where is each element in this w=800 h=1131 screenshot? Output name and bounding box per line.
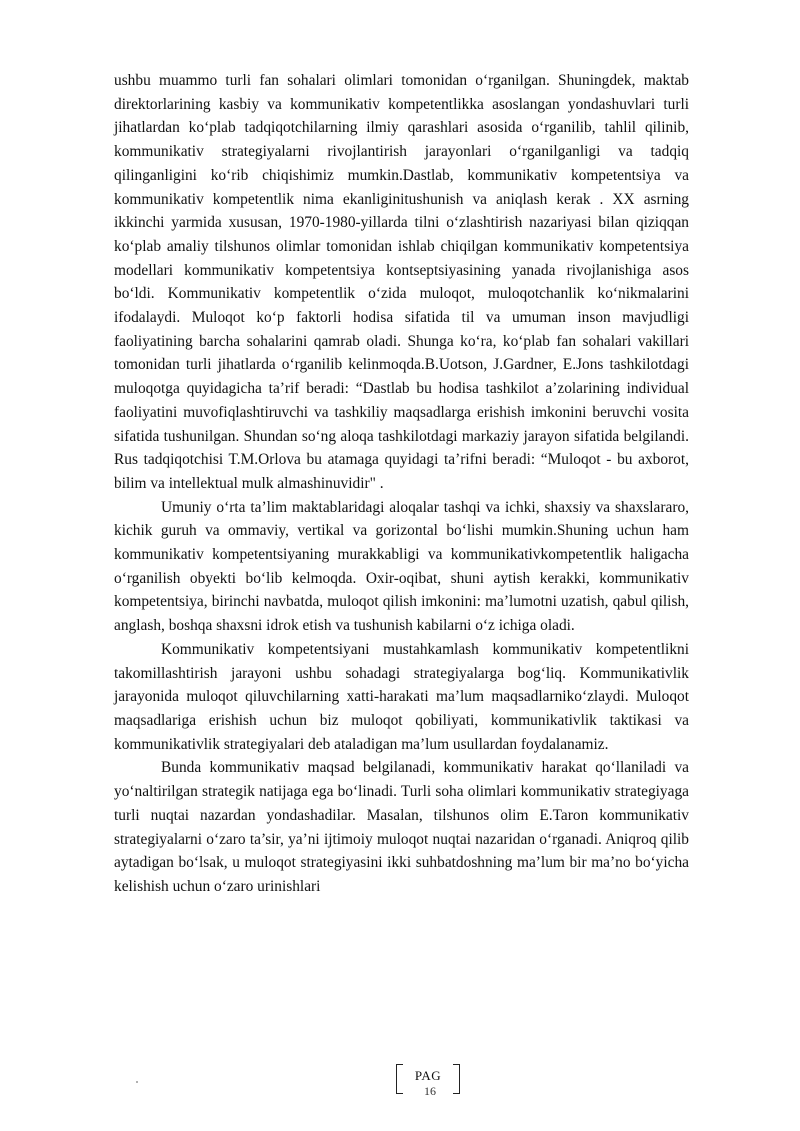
paragraph-1: ushbu muammo turli fan sohalari olimlari tomonidan o‘rganilgan. Shuningdek, maktab direktorlarining kasbiy va kommunikativ kompetentlikka asoslangan yondashuvlari turli jihatlardan ko‘plab tadqiqotchilarning ilmiy qarashlari asosida o‘rganilib, tahlil qilinib, kommunikativ strategiyalarni rivojlantirish jarayonlari o‘rganilganligi va tadqiq qilinganligini ko‘rib chiqishimiz mumkin.Dastlab, kommunikativ kompetentsiya va kommunikativ kompetentlik nima ekanliginitushunish va aniqlash kerak . XX asrning ikkinchi yarmida xususan, 1970-1980-yillarda tilni o‘zlashtirish nazariyasi bilan qiziqqan ko‘plab amaliy tilshunos olimlar tomonidan ishlab chiqilgan kommunikativ kompetentsiya modellari kommunikativ kompetentsiya kontseptsiyasining yanada rivojlanishiga asos bo‘ldi. Kommunikativ kompetentlik o‘zida muloqot, muloqotchanlik ko‘nikmalarini ifodalaydi. Muloqot ko‘p faktorli hodisa sifatida til va umuman inson mavjudligi faoliyatining barcha sohalarini qamrab oladi. Shunga ko‘ra, ko‘plab fan sohalari vakillari tomonidan turli jihatlarda o‘rganilib kelinmoqda.B.Uotson, J.Gardner, E.Jons tashkilotdagi muloqotga quyidagicha ta’rif beradi: “Dastlab bu hodisa tashkilot a’zolarining individual faoliyatini muvofiqlashtiruvchi va tashkiliy maqsadlarga erishish imkonini beruvchi vosita sifatida tushunilgan. Shundan so‘ng aloqa tashkilotdagi markaziy jarayon sifatida belgilandi. Rus tadqiqotchisi T.M.Orlova bu atamaga quyidagi ta’rifni beradi: “Muloqot - bu axborot, bilim va intellektual mulk almashinuvidir" . (114, 72, 689, 492)
page-number-footer (396, 1064, 460, 1098)
page-number: 16 (424, 1084, 436, 1098)
stray-dot (136, 1081, 138, 1083)
paragraph-2: Umuniy o‘rta ta’lim maktablaridagi aloqalar tashqi va ichki, shaxsiy va shaxslararo, kichik guruh va ommaviy, vertikal va gorizontal bo‘lishi mumkin.Shuning uchun ham kommunikativ kompetentsiyaning murakkabligi va kommunikativkompetentlik haligacha o‘rganilish obyekti bo‘lib kelmoqda. Oxir-oqibat, shuni aytish kerakki, kommunikativ kompetentsiya, birinchi navbatda, muloqot qilish imkonini: ma’lumotni uzatish, qabul qilish, anglash, boshqa shaxsni idrok etish va tushunish kabilarni o‘z ichiga oladi. (114, 498, 689, 635)
right-bracket (453, 1064, 460, 1094)
paragraph-3: Kommunikativ kompetentsiyani mustahkamlash kommunikativ kompetentlikni takomillashtirish jarayoni ushbu sohadagi strategiyalarga bog‘liq. Kommunikativlik jarayonida muloqot qiluvchilarning xatti-harakati ma’lum maqsadlarniko‘zlaydi. Muloqot maqsadlariga erishish uchun biz muloqot qobiliyati, kommunikativlik taktikasi va kommunikativlik strategiyalari deb ataladigan ma’lum usullardan foydalanamiz. (114, 640, 689, 753)
document-body (114, 69, 689, 899)
page-number-clipped (416, 1084, 444, 1098)
paragraph-4: Bunda kommunikativ maqsad belgilanadi, kommunikativ harakat qo‘llaniladi va yo‘naltirilgan strategik natijaga ega bo‘linadi. Turli soha olimlari kommunikativ strategiyaga turli nuqtai nazardan yondashadilar. Masalan, tilshunos olim E.Taron kommunikativ strategiyalarni o‘zaro ta’sir, ya’ni ijtimoiy muloqot nuqtai nazaridan o‘rganadi. Aniqroq qilib aytadigan bo‘lsak, u muloqot strategiyasini ikki suhbatdoshning ma’lum bir ma’no bo‘yicha kelishish uchun o‘zaro urinishlari (114, 759, 689, 895)
page-label: PAG (414, 1068, 442, 1083)
